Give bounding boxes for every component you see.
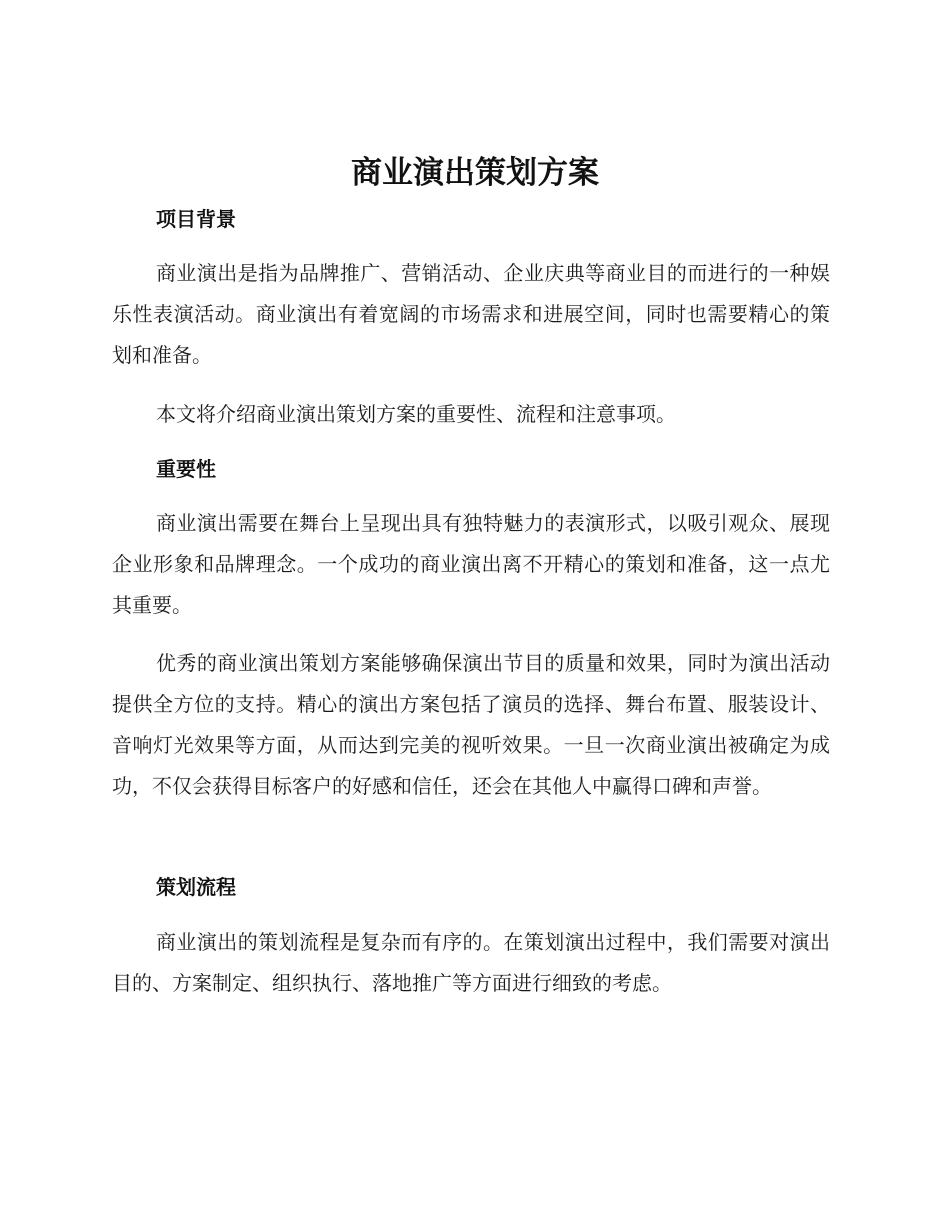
section-heading-background: 项目背景 xyxy=(156,207,236,231)
paragraph-background-intro: 商业演出是指为品牌推广、营销活动、企业庆典等商业目的而进行的一种娱乐性表演活动。商业演出有着宽阔的市场需求和进展空间，同时也需要精心的策划和准备。 xyxy=(112,261,830,367)
paragraph-importance-2: 优秀的商业演出策划方案能够确保演出节目的质量和效果，同时为演出活动提供全方位的支持。精心的演出方案包括了演员的选择、舞台布置、服装设计、音响灯光效果等方面，从而达到完美的视听效果。一旦一次商业演出被确定为成功，不仅会获得目标客户的好感和信任，还会在其他人中赢得口碑和声誉。 xyxy=(112,651,830,798)
document-title: 商业演出策划方案 xyxy=(351,155,599,191)
section-heading-process: 策划流程 xyxy=(156,875,236,899)
section-heading-importance: 重要性 xyxy=(156,457,216,481)
paragraph-process-1: 商业演出的策划流程是复杂而有序的。在策划演出过程中，我们需要对演出目的、方案制定、组织执行、落地推广等方面进行细致的考虑。 xyxy=(112,930,830,995)
paragraph-background-scope: 本文将介绍商业演出策划方案的重要性、流程和注意事项。 xyxy=(156,402,676,426)
paragraph-importance-1: 商业演出需要在舞台上呈现出具有独特魅力的表演形式，以吸引观众、展现企业形象和品牌理念。一个成功的商业演出离不开精心的策划和准备，这一点尤其重要。 xyxy=(112,511,830,617)
